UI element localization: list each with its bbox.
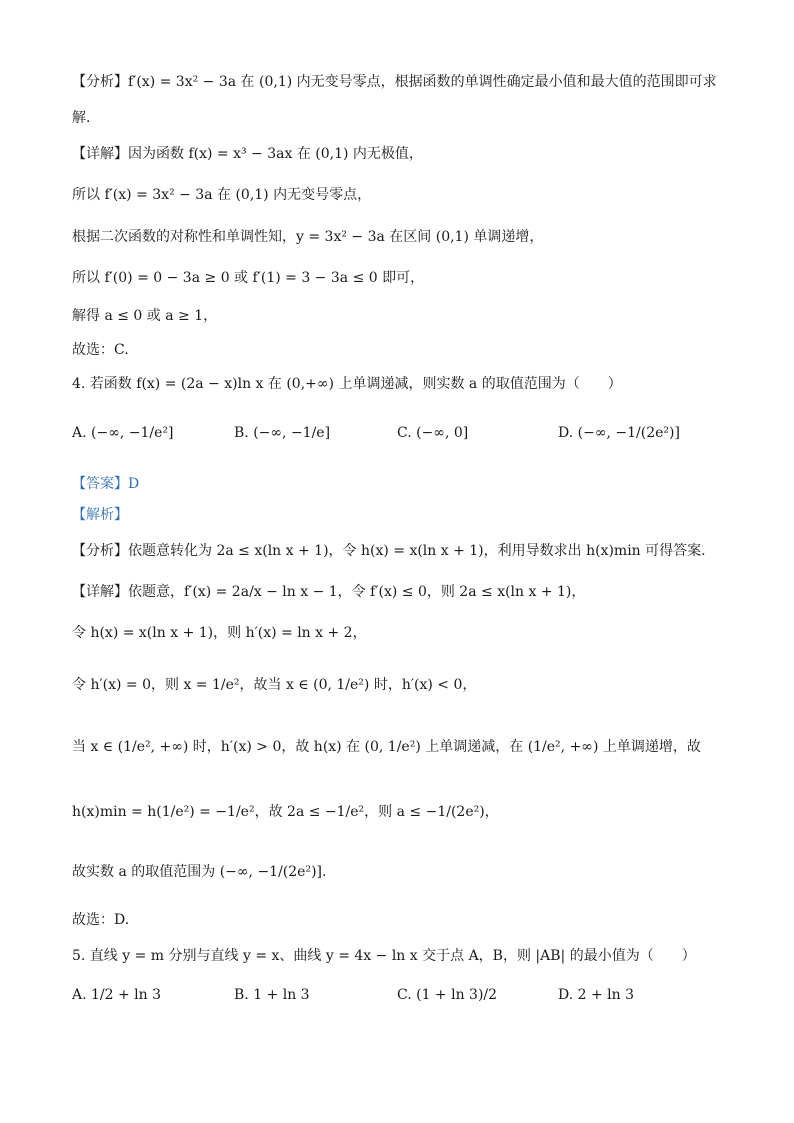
q5-option-c: C. (1 + ln 3)/2 (397, 987, 498, 1003)
detail-line-5: 解得 a ≤ 0 或 a ≥ 1， (72, 308, 218, 324)
detail-line-4: 所以 f′(0) = 0 − 3a ≥ 0 或 f′(1) = 3 − 3a ≤ 0 即可， (72, 270, 425, 286)
analysis-line-2: 解. (72, 110, 91, 126)
detail-line-3: 根据二次函数的对称性和单调性知，y = 3x² − 3a 在区间 (0,1) 单调递增， (72, 229, 544, 245)
q4-option-a: A. (−∞, −1/e²] (72, 425, 174, 441)
detail-line-2: 所以 f′(x) = 3x² − 3a 在 (0,1) 内无变号零点， (72, 187, 372, 203)
answer-line: 【答案】D (72, 476, 140, 492)
q4-detail-6: 故实数 a 的取值范围为 (−∞, −1/(2e²)]. (72, 864, 327, 880)
analysis-line-1: 【分析】f′(x) = 3x² − 3a 在 (0,1) 内无变号零点，根据函数的单调性确定最小值和最大值的范围即可求 (72, 74, 717, 90)
q4-detail-1: 【详解】依题意，f′(x) = 2a/x − ln x − 1，令 f′(x) ≤ 0，则 2a ≤ x(ln x + 1)， (72, 584, 586, 600)
q5-option-a: A. 1/2 + ln 3 (72, 987, 162, 1003)
q5-option-b: B. 1 + ln 3 (234, 987, 310, 1003)
question-5: 5. 直线 y = m 分别与直线 y = x、曲线 y = 4x − ln x 交于点 A，B，则 |AB| 的最小值为（ ） (72, 948, 696, 964)
conclusion-line: 故选：C. (72, 342, 129, 358)
q4-detail-2: 令 h(x) = x(ln x + 1)，则 h′(x) = ln x + 2， (72, 625, 367, 641)
explanation-heading: 【解析】 (72, 507, 128, 523)
q4-option-d: D. (−∞, −1/(2e²)] (558, 425, 680, 441)
q4-conclusion: 故选：D. (72, 912, 130, 928)
question-4: 4. 若函数 f(x) = (2a − x)ln x 在 (0,+∞) 上单调递减，则实数 a 的取值范围为（ ） (72, 376, 622, 392)
q4-analysis: 【分析】依题意转化为 2a ≤ x(ln x + 1)，令 h(x) = x(ln x + 1)，利用导数求出 h(x)min 可得答案. (72, 543, 706, 559)
q4-detail-3: 令 h′(x) = 0，则 x = 1/e²，故当 x ∈ (0, 1/e²) 时，h′(x) < 0， (72, 677, 477, 693)
q5-option-d: D. 2 + ln 3 (558, 987, 635, 1003)
q4-option-c: C. (−∞, 0] (397, 425, 469, 441)
detail-line-1: 【详解】因为函数 f(x) = x³ − 3ax 在 (0,1) 内无极值， (72, 146, 423, 162)
q4-detail-5: h(x)min = h(1/e²) = −1/e²，故 2a ≤ −1/e²，则 a ≤ −1/(2e²)， (72, 804, 499, 820)
q4-option-b: B. (−∞, −1/e] (234, 425, 331, 441)
q4-detail-4: 当 x ∈ (1/e², +∞) 时，h′(x) > 0，故 h(x) 在 (0, 1/e²) 上单调递减，在 (1/e², +∞) 上单调递增，故 (72, 739, 701, 755)
